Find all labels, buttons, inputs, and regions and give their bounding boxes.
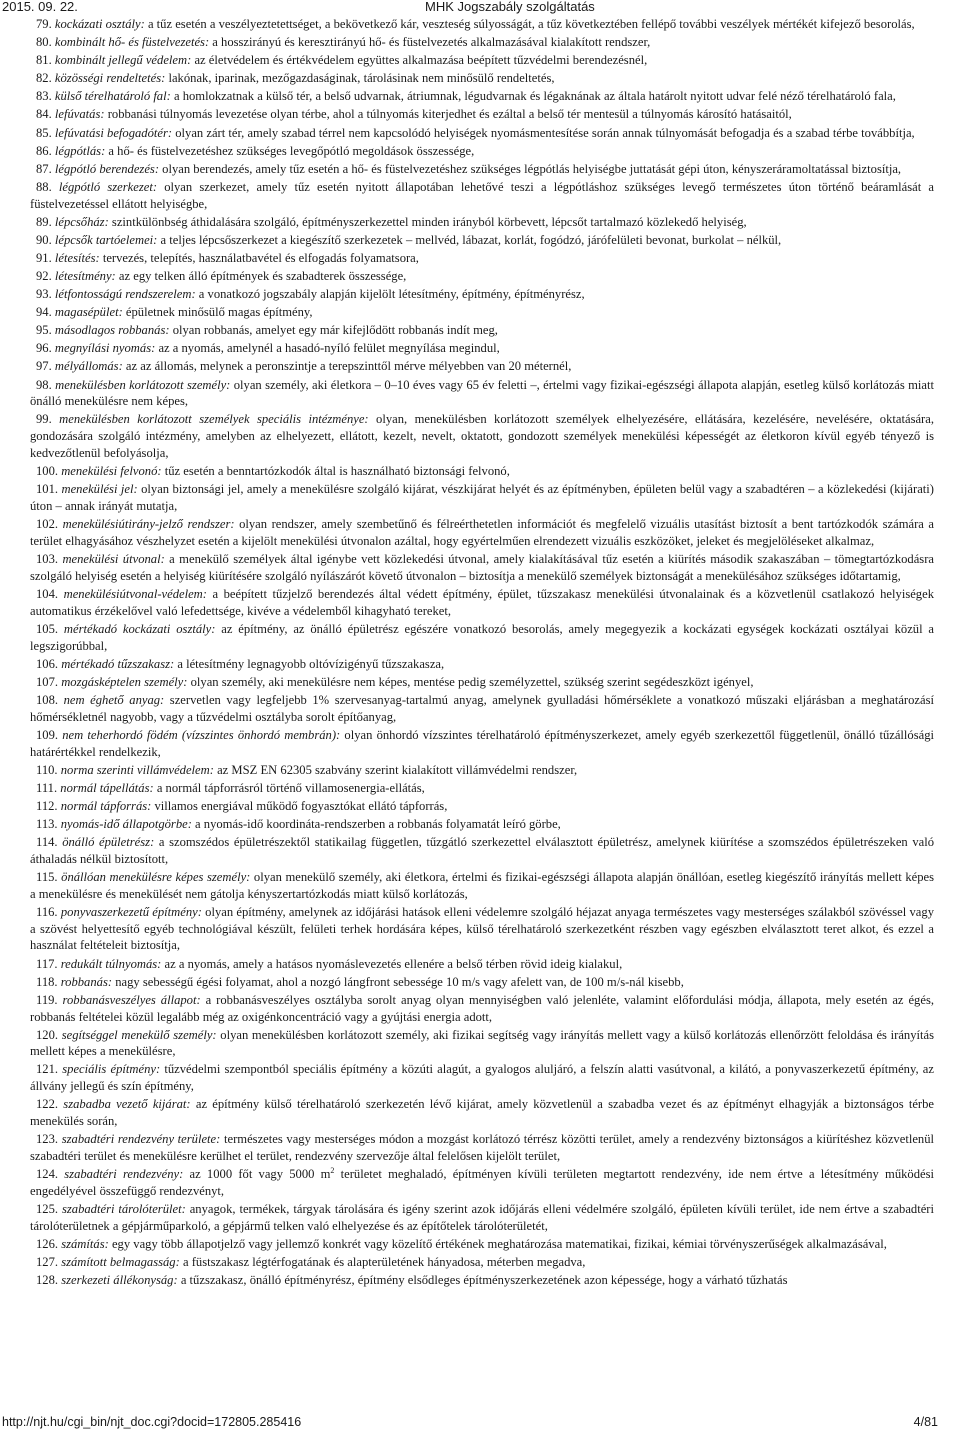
definition-term: lefúvatási befogadótér: [54,125,173,140]
definition-term: légpótló szerkezet: [58,179,158,194]
definition-number: 80. [36,35,52,50]
definition-term: szabadtéri rendezvény: [64,1167,184,1182]
definitions-list [30,16,934,1290]
definition-number: 109. [36,727,59,742]
definition-item [30,1096,934,1130]
definition-term: mélyállomás: [54,359,123,374]
definition-number: 102. [36,517,59,532]
definition-text: olyan menekülő személy, aki életkora, értelmi és fizikai-egészségi állapota alapján önállóan, esetleg kiegészítő irányítás mellett képes a menekülésre és menekülését nem gátolja kényszertartózkodás miatt külső korlátozás, [30,869,935,901]
definition-text: olyan berendezés, amely tűz esetén a hő- és füstelvezetéshez szükséges légpótlás helyiségbe juttatását gépi úton, kényszeráramoltatással biztosítja, [159,161,902,176]
definition-number: 128. [36,1273,59,1288]
definition-text: a létesítmény legnagyobb oltóvízigényű tűzszakasza, [174,656,445,671]
definition-term: magasépület: [54,305,123,320]
definition-text: a menekülő személyek által igénybe vett közlekedési útvonal, amely kialakításával tűz esetén a kiürítés második szakaszában – tömegtartózkodásra szolgáló helyiség esetén a helyiség kiürítésére szolgáló nyílászárót követő útvonalon – biztosítja a menekülő személyek biztonságát a menekülésához szükséges időtartamig, [30,552,934,583]
definition-text: olyan rendszer, amely szembetűnő és félreérthetetlen információt és megfelelő vizuális utasítást biztosít a bent tartózkodók számára a terület elhagyásához vészhelyzet esetén a kijelölt menekülési útvonalon azáltal, hogy egyértelműen elrendezett vizuális eszközöket, jeleket és megjelöléseket alkalmaz, [30,517,934,548]
definition-number: 105. [36,621,59,636]
definition-item [30,727,934,761]
definition-term: robbanásveszélyes állapot: [62,992,201,1007]
definition-term: szabadtéri tárolóterület: [61,1202,186,1217]
definition-number: 118. [36,974,58,989]
definition-text: a teljes lépcsőszerkezet a kiegészítő szerkezetek – mellvéd, lábazat, korlát, fogódzó, járófelületi bevonat, burkolat – nélkül, [157,232,782,247]
definition-number: 100. [36,464,59,479]
definition-item [30,674,934,691]
definition-term: légpótlás: [54,143,106,158]
definition-number: 113. [36,816,58,831]
definition-number: 125. [36,1202,59,1217]
definition-item [30,904,934,954]
definition-term: nem teherhordó födém (vízszintes önhordó membrán): [62,727,341,742]
definition-number: 92. [36,269,52,284]
definition-item [30,161,934,178]
definition-term: másodlagos robbanás: [54,323,170,338]
definition-text: tűzvédelmi szempontból speciális építmény a közúti alagút, a gyalogos aluljáró, a felszín alatti vasútvonal, a kilátó, a ponyvaszerkezetű építmény, az állvány jellegű és szín építmény, [30,1062,934,1094]
definition-term: mértékadó kockázati osztály: [63,621,216,636]
definition-text: a homlokzatnak a külső tér, a belső udvarnak, átriumnak, légudvarnak és légaknának az általa határolt nyitott udvar felé néző térelhatároló fala, [170,89,896,104]
definition-item [30,70,934,87]
site-title: MHK Jogszabály szolgáltatás [425,0,595,14]
definition-item [30,34,934,51]
definition-text: olyan önhordó vízszintes térelhatároló építményszerkezet, amely egyéb szerkezettől függetlenül, önálló tűzállósági határértékkel rendelkezik, [30,727,935,759]
page-number: 4/81 [913,1415,938,1429]
definition-term: létesítés: [54,250,100,265]
definition-item [30,232,934,249]
definition-term: külső térelhatároló fal: [54,89,171,104]
definition-text: az építmény, az önálló épületrész egészére vonatkozó besorolás, amely megegyezik a kockázati egységek kockázati osztályai közül a legszigorúbbal, [30,621,935,653]
definition-text: az a nyomás, amelynél a hasadó-nyíló felület megnyílása megindul, [155,341,500,356]
definition-term: speciális építmény: [62,1062,161,1077]
definition-term: segítséggel menekülő személy: [61,1027,217,1042]
definition-term: mozgásképtelen személy: [61,674,188,689]
definition-number: 82. [36,71,52,86]
definition-term: létfontosságú rendszerelem: [54,287,196,302]
definition-number: 97. [36,359,52,374]
definition-text: robbanási túlnyomás levezetése olyan térbe, ahol a túlnyomás kiterjedhet és ezáltal a belső tér mentesül a túlnyomás károsító hatásaitól, [104,107,792,122]
definition-term: számított belmagasság: [61,1255,180,1270]
definition-item [30,268,934,285]
definition-term: szerkezeti állékonyság: [61,1273,178,1288]
definition-text: villamos energiával működő fogyasztókat ellátó tápforrás, [151,798,448,813]
definition-item [30,551,934,585]
definition-term: számítás: [61,1236,109,1251]
print-date: 2015. 09. 22. [2,0,78,14]
definition-text: az az állomás, melynek a peronszintje a terepszinttől mérve mélyebben van 20 méternél, [122,359,572,374]
definition-term: szabadba vezető kijárat: [63,1097,191,1112]
definition-term: ponyvaszerkezetű építmény: [60,904,202,919]
definition-number: 79. [36,17,52,31]
definition-text: olyan zárt tér, amely szabad térrel nem kapcsolódó helyiségek nyomásmentesítése során annak túlnyomását befogadja és a szabad térbe továbbítja, [172,125,915,140]
definition-text: a normál tápforrásról történő villamosenergia-ellátás, [153,780,425,795]
definition-number: 84. [36,107,52,122]
definition-text: a robbanásveszélyes osztályba sorolt anyag olyan mennyiségben való jelenléte, valamint előfordulási módja, állapota, mely esetén az égés, robbanás feltételei közül legalább még az oxigénkoncentráció vagy a gyújtási energia adott, [30,992,934,1024]
definition-item [30,286,934,303]
definition-item [30,322,934,339]
definition-term: létesítmény: [54,269,116,284]
definition-number: 126. [36,1236,59,1251]
definition-term: nyomás-idő állapotgörbe: [60,816,192,831]
definition-item [30,816,934,833]
definition-item [30,586,934,620]
definition-term: menekülési jel: [61,482,138,497]
definition-text: épületnek minősülő magas építmény, [122,305,313,320]
definition-text: egy vagy több állapotjelző vagy jellemző konkrét vagy közelítő értékének meghatározása matematikai, fizikai, kémiai törvényszerűségek alkalmazásával, [108,1236,887,1251]
definition-text: a nyomás-idő koordináta-rendszerben a robbanás folyamatát leíró görbe, [191,816,561,831]
definition-number: 119. [36,992,58,1007]
definition-number: 117. [36,956,58,971]
definition-item [30,304,934,321]
definition-number: 127. [36,1255,59,1270]
definition-text: olyan személy, aki menekülésre nem képes, mentése pedig személyzettel, szükség szerint segédeszközt igényel, [187,674,754,689]
definition-number: 112. [36,798,58,813]
definition-item [30,1272,934,1289]
definition-number: 86. [36,143,52,158]
definition-item [30,358,934,375]
definition-term: mértékadó tűzszakasz: [61,656,175,671]
definition-text: tűz esetén a benntartózkodók által is használható biztonsági felvonó, [161,464,510,479]
definition-term: önállóan menekülésre képes személy: [61,869,251,884]
definition-term: önálló épületrész: [62,835,155,850]
definition-text: olyan személy, aki életkora – 0–10 éves vagy 65 év feletti –, értelmi vagy fizikai-egészségi állapota alapján, esetleg külső korlátozás miatt önálló menekülésre nem képes, [30,377,934,409]
definition-item [30,1166,934,1200]
definition-item [30,179,934,213]
definition-term: kombinált jellegű védelem: [54,53,192,68]
definition-number: 94. [36,305,52,320]
definition-text: a hő- és füstelvezetéshez szükséges levegőpótló megoldások összessége, [105,143,475,158]
definition-number: 121. [36,1062,59,1077]
definition-number: 104. [36,586,59,601]
page-footer [0,1413,960,1431]
definition-item [30,52,934,69]
definition-item [30,798,934,815]
definition-item [30,411,934,461]
definition-item [30,481,934,515]
definition-item [30,516,934,550]
definition-number: 91. [36,250,52,265]
definition-number: 89. [36,214,52,229]
definition-number: 101. [36,482,59,497]
definition-item [30,250,934,267]
definition-term: lefúvatás: [54,107,105,122]
definition-text: lakónak, iparinak, mezőgazdaságinak, tárolásinak nem minősülő rendeltetés, [165,71,555,86]
definition-term: redukált túlnyomás: [60,956,162,971]
definition-item [30,340,934,357]
definition-number: 111. [36,780,58,795]
definition-item [30,106,934,123]
definition-term: légpótló berendezés: [54,161,160,176]
definition-item [30,956,934,973]
definition-term: normál tápellátás: [60,780,154,795]
definition-number: 108. [36,692,59,707]
definition-item [30,1254,934,1271]
definition-number: 85. [36,125,52,140]
definition-term: menekülésben korlátozott személy: [55,377,231,392]
definition-item [30,214,934,231]
definition-term: norma szerinti villámvédelem: [60,762,214,777]
definition-item [30,780,934,797]
definition-item [30,1201,934,1235]
definition-text: szintkülönbség áthidalására szolgáló, építményszerkezettel minden irányból körbevett, lépcsőt tartalmazó közlekedő helyiség, [108,214,747,229]
definition-number: 114. [36,835,58,850]
definition-text: az a nyomás, amely a hatásos nyomáslevezetés ellenére a belső térben rövid ideig kialakul, [161,956,623,971]
definition-item [30,974,934,991]
definition-text: a füstszakasz légtérfogatának és alapterületének hányadosa, méterben megadva, [179,1255,586,1270]
definition-term: lépcsők tartóelemei: [54,232,158,247]
definition-term: menekülésiútvonal-védelem: [63,586,207,601]
definition-item [30,125,934,142]
definition-term: kombinált hő- és füstelvezetés: [54,35,210,50]
definition-text: olyan biztonsági jel, amely a menekülésre szolgáló kijárat, vészkijárat helyét és az építményben, épületen belül vagy a szabadtéren – a közlekedési (kijárati) úton – annak irányát mutatja, [30,482,934,514]
definition-text: az életvédelem és értékvédelem együttes alkalmazása beépített tűzvédelmi berendezésnél, [191,53,648,68]
definition-term: szabadtéri rendezvény területe: [61,1132,221,1147]
definition-text: olyan menekülésben korlátozott személy, aki fizikai segítség vagy irányítás mellett vagy a külső korlátozás ellenőrzött feloldása és irányítás mellett képes a menekülésre, [30,1027,934,1059]
definition-item [30,834,934,868]
definition-text: a beépített tűzjelző berendezés által védett építmény, épület, tűzszakasz menekülési útvonalainak és a közvetlenül csatlakozó helyiségek automatikus érzékelővel való lefedettsége, kivéve a védelemből kihagyható tereket, [30,586,934,618]
definition-number: 120. [36,1027,59,1042]
definition-text: olyan építmény, amelynek az időjárási hatások elleni védelemre szolgáló héjazat anyaga természetes vagy mesterséges szálakból szövéssel vagy a szövést helyettesítő egyéb technológiával készült, felületi terhek hordására képes, külső térelhatároló szerkezetként részben vagy egészben elválasztott teret alkot, és ezzel a használat feltételeit biztosítja, [30,904,934,953]
definition-term: normál tápforrás: [60,798,152,813]
definition-item [30,88,934,105]
definition-text: olyan, menekülésben korlátozott személyek elhelyezésére, ellátására, kezelésére, nevelésére, oktatására, gondozására szolgáló intézmény, amelyben az elhelyezett, ellátott, kezelt, nevelt, oktatott, gondozott személyek menekülési képességét az életkoron kívül egyéb tényező is kedvezőtlenül befolyásolja, [30,412,934,461]
definition-item [30,656,934,673]
definition-text: nagy sebességű égési folyamat, ahol a nozgó lángfront sebessége 10 m/s vagy afelett van, de 100 m/s-nál kisebb, [112,974,684,989]
definition-text: olyan szerkezet, amely tűz esetén nyitott állapotában lehetővé teszi a légpótláshoz szükséges levegő természetes úton történő beáramlását a füstelvezetéssel ellátott helyiségbe, [30,179,935,211]
definition-number: 124. [36,1167,59,1182]
definition-item [30,992,934,1026]
definition-item [30,869,934,903]
definition-item [30,1027,934,1061]
definition-number: 90. [36,232,52,247]
definition-term: menekülési felvonó: [61,464,162,479]
definition-text: a tűz esetén a veszélyeztetettséget, a bekövetkező kár, veszteség súlyosságát, a tűz következtében fellépő további veszélyek mértékét kifejező besorolás, [144,17,915,31]
definition-text: anyagok, termékek, tárgyak tárolására és igény szerint azok időjárás elleni védelmére szolgáló, épületen kívüli terület, ide nem értve a szabadtéri tárolóterületnek a gépjárműparkoló, a gépjármű telken való elhelyezése és az építőtelek tárolóterületét, [30,1202,934,1233]
definition-item [30,692,934,726]
definition-text: a szomszédos épületrészektől statikailag független, tűzgátló szerkezettel elválasztott épületrész, amelynek kiürítése a szomszédos épületrészeken való áthaladás nélkül biztosított, [30,835,934,866]
definition-number: 99. [36,412,52,427]
definition-term: robbanás: [60,974,113,989]
definition-item [30,621,934,655]
definition-text: a hosszirányú és keresztirányú hő- és füstelvezetés alkalmazásával kialakított rendszer, [209,35,651,50]
definition-number: 81. [36,53,52,68]
definition-item [30,377,934,411]
page-header [0,0,960,14]
definition-item [30,1236,934,1253]
definition-text: a vonatkozó jogszabály alapján kijelölt létesítmény, építmény, építményrész, [195,287,585,302]
document-url[interactable]: http://njt.hu/cgi_bin/njt_doc.cgi?docid=172805.285416 [2,1415,302,1429]
definition-number: 83. [36,89,52,104]
definition-term: lépcsőház: [54,214,109,229]
definition-text: az építmény külső térelhatároló szerkezetén lévő kijárat, amely közvetlenül a szabadba vezet és az építményt elhagyják a biztonságos térbe menekülés során, [30,1097,935,1129]
definition-number: 106. [36,656,59,671]
definition-text: az MSZ EN 62305 szabvány szerint kialakított villámvédelmi rendszer, [213,762,578,777]
definition-text: tervezés, telepítés, használatbavétel és elfogadás folyamatsora, [99,250,419,265]
definition-number: 98. [36,377,52,392]
definition-item [30,1061,934,1095]
definition-number: 103. [36,552,59,567]
definition-number: 107. [36,674,59,689]
definition-number: 96. [36,341,52,356]
definition-item [30,1131,934,1165]
definition-text: természetes vagy mesterséges módon a mozgást korlátozó térrész közötti terület, amely a rendezvény biztonságos a kiürítéshez közvetlenül szabadtéri terület és menekülésre kerülhet el terület, rendezvény szervezője által felelősen kijelölt terület, [30,1132,934,1164]
definition-text: az 1000 főt vagy 5000 $m^2$ területet meghaladó, építményen kívüli területen megtartott rendezvény, ide nem értve a létesítmény működési engedélyével összefüggő rendezvényt, [30,1165,934,1198]
definition-text: az egy telken álló építmények és szabadterek összessége, [115,269,407,284]
definition-term: nem éghető anyag: [63,692,165,707]
definition-number: 88. [36,179,52,194]
definition-text: szervetlen vagy legfeljebb 1% szervesanyag-tartalmú anyag, amelynek gyulladási hőmérséklete a vonatkozó műszaki eljárásban a meghatározásí hőmérsékletnél nagyobb, vagy a tűzvédelmi osztályba sorolt építőanyag, [30,692,934,724]
definition-item [30,143,934,160]
definition-item [30,463,934,480]
definition-term: menekülésben korlátozott személyek speciális intézménye: [59,412,369,427]
definition-number: 115. [36,869,58,884]
definition-number: 122. [36,1097,59,1112]
definition-term: menekülésiútirány-jelző rendszer: [62,517,235,532]
definition-text: olyan robbanás, amelyet egy már kifejlődött robbanás indít meg, [169,323,498,338]
definition-number: 87. [36,161,52,176]
definition-term: kockázati osztály: [54,17,145,31]
definition-item [30,762,934,779]
definition-number: 123. [36,1132,59,1147]
definition-number: 116. [36,904,58,919]
definition-number: 95. [36,323,52,338]
definition-term: menekülési útvonal: [62,552,165,567]
definition-term: megnyílási nyomás: [54,341,156,356]
definition-term: közösségi rendeltetés: [54,71,166,86]
definition-text: a tűzszakasz, önálló építményrész, építmény elsődleges építményszerkezetének azon képessége, hogy a várható tűzhatás [177,1273,788,1288]
definition-number: 93. [36,287,52,302]
definition-number: 110. [36,762,58,777]
definition-item [30,16,934,33]
